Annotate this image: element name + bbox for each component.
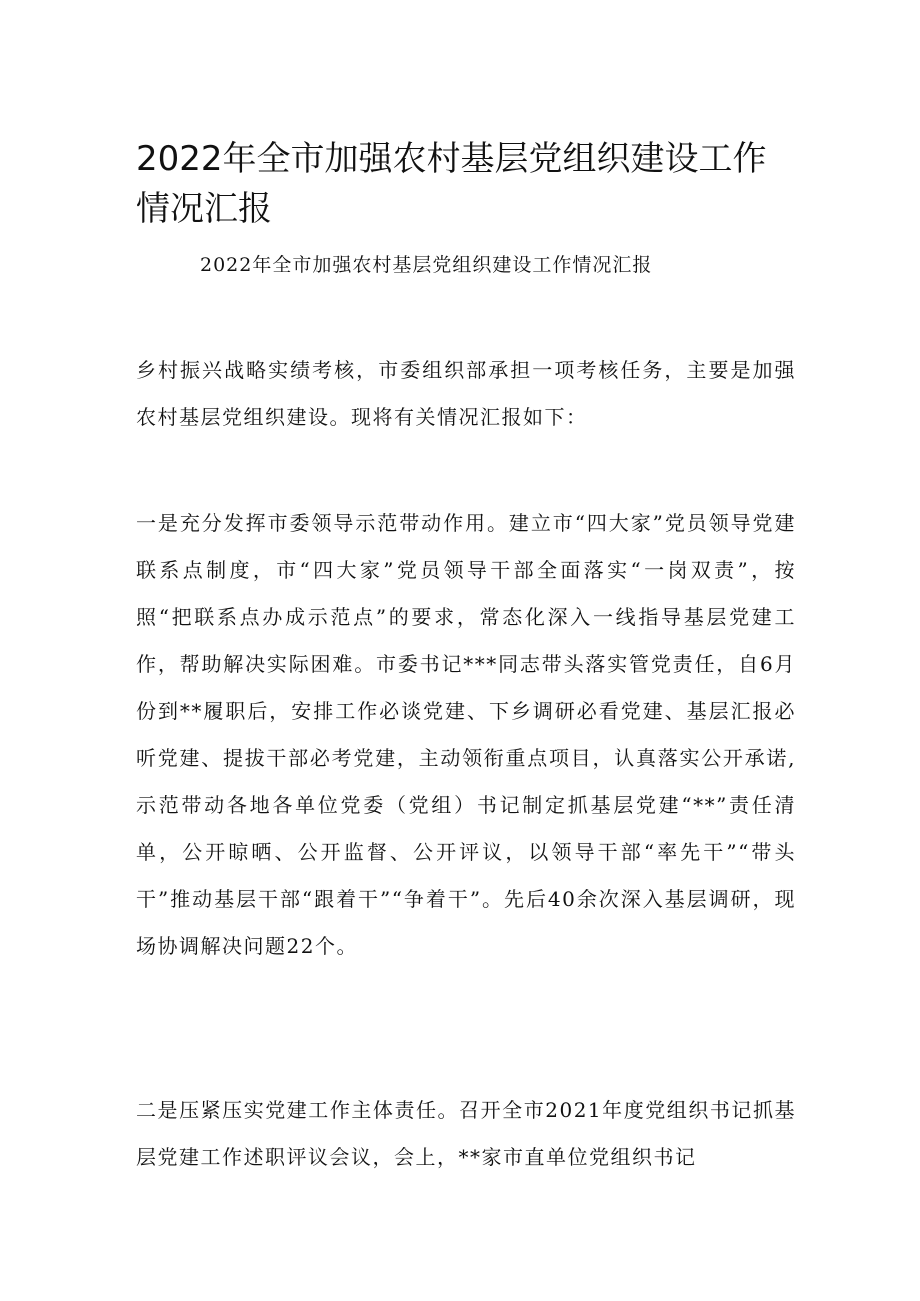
paragraph-point-one: 一是充分发挥市委领导示范带动作用。建立市“四大家”党员领导党建联系点制度，市“四大家”党员领导干部全面落实“一岗双责”，按照“把联系点办成示范点”的要求，常态化深入一线指导基层党建工作，帮助解决实际困难。市委书记***同志带头落实管党责任，自6月份到**履职后，安排工作必谈党建、下乡调研必看党建、基层汇报必听党建、提拔干部必考党建，主动领衔重点项目，认真落实公开承诺,示范带动各地各单位党委（党组）书记制定抓基层党建“**”责任清单，公开晾晒、公开监督、公开评议，以领导干部“率先干”“带头干”推动基层干部“跟着干”“争着干”。先后40余次深入基层调研，现场协调解决问题22个。 bbox=[136, 511, 796, 958]
paragraph-point-two: 二是压紧压实党建工作主体责任。召开全市2021年度党组织书记抓基层党建工作述职评议会议，会上，**家市直单位党组织书记 bbox=[136, 1098, 796, 1169]
paragraph-intro: 乡村振兴战略实绩考核，市委组织部承担一项考核任务，主要是加强农村基层党组织建设。现将有关情况汇报如下： bbox=[136, 358, 796, 429]
document-title: 2022年全市加强农村基层党组织建设工作情况汇报 bbox=[136, 139, 767, 229]
document-subtitle: 2022年全市加强农村基层党组织建设工作情况汇报 bbox=[200, 254, 653, 276]
